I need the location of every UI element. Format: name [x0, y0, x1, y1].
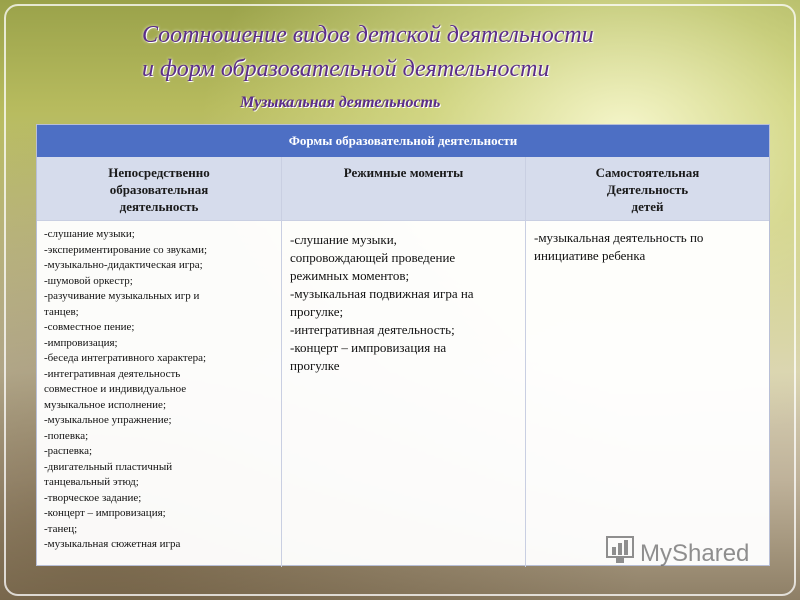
- list-item: -слушание музыки,: [290, 232, 397, 247]
- list-item: -разучивание музыкальных игр и: [44, 290, 200, 302]
- title-line-1: Соотношение видов детской деятельности: [142, 22, 594, 48]
- slide-title: [142, 18, 594, 86]
- list-item: прогулке;: [290, 304, 344, 319]
- list-item: -танец;: [44, 522, 78, 535]
- list-item: -распевка;: [44, 445, 93, 457]
- list-item: -концерт – импровизация;: [44, 507, 166, 519]
- watermark-text: MyShared: [640, 539, 750, 567]
- heading-line: детей: [631, 199, 664, 214]
- heading-line: Деятельность: [606, 182, 689, 197]
- column-body: [37, 221, 281, 559]
- list-item: сопровождающей проведение: [290, 250, 456, 265]
- chart-icon: [606, 536, 640, 571]
- watermark: [606, 536, 749, 571]
- list-item: -экспериментирование со звуками;: [44, 243, 208, 256]
- list-item: -музыкальное упражнение;: [44, 414, 172, 426]
- column-body: [282, 221, 525, 385]
- list-item: -интегративная деятельность: [44, 367, 181, 380]
- heading-line: образовательная: [109, 182, 209, 197]
- list-item: -музыкальная подвижная игра на: [290, 286, 474, 301]
- list-item: -шумовой оркестр;: [44, 274, 133, 287]
- slide-subtitle: Музыкальная деятельность: [240, 94, 441, 111]
- column-heading: [37, 157, 281, 221]
- table-columns: [37, 157, 769, 567]
- heading-line: Режимные моменты: [343, 165, 464, 180]
- heading-line: Самостоятельная: [595, 165, 700, 180]
- list-item: -музыкально-дидактическая игра;: [44, 259, 203, 271]
- column-direct-education: [37, 157, 282, 567]
- column-heading: [282, 157, 525, 221]
- list-item: -интегративная деятельность;: [290, 322, 455, 337]
- list-item: танцев;: [44, 305, 79, 318]
- list-item: -двигательный пластичный: [44, 460, 173, 473]
- list-item: -музыкальная сюжетная игра: [44, 538, 181, 550]
- list-item: прогулке: [290, 358, 340, 373]
- list-item: -музыкальная деятельность по: [534, 230, 704, 245]
- list-item: совместное и индивидуальное: [44, 383, 187, 395]
- column-body: [526, 221, 769, 273]
- list-item: режимных моментов;: [290, 268, 410, 283]
- list-item: инициативе ребенка: [534, 248, 646, 263]
- heading-line: Непосредственно: [108, 165, 210, 180]
- list-item: -совместное пение;: [44, 321, 135, 333]
- column-independent-activity: [526, 157, 769, 567]
- list-item: -попевка;: [44, 429, 89, 442]
- list-item: -слушание музыки;: [44, 228, 135, 240]
- heading-line: деятельность: [119, 199, 199, 214]
- list-item: -концерт – импровизация на: [290, 340, 447, 355]
- title-line-2: и форм образовательной деятельности: [142, 56, 550, 82]
- list-item: -творческое задание;: [44, 491, 142, 504]
- list-item: танцевальный этюд;: [44, 476, 139, 488]
- activity-table: [36, 124, 770, 566]
- list-item: музыкальное исполнение;: [44, 398, 166, 411]
- column-routine-moments: [282, 157, 526, 567]
- list-item: -импровизация;: [44, 336, 118, 349]
- table-header: Формы образовательной деятельности: [37, 125, 769, 157]
- column-heading: [526, 157, 769, 221]
- list-item: -беседа интегративного характера;: [44, 352, 207, 364]
